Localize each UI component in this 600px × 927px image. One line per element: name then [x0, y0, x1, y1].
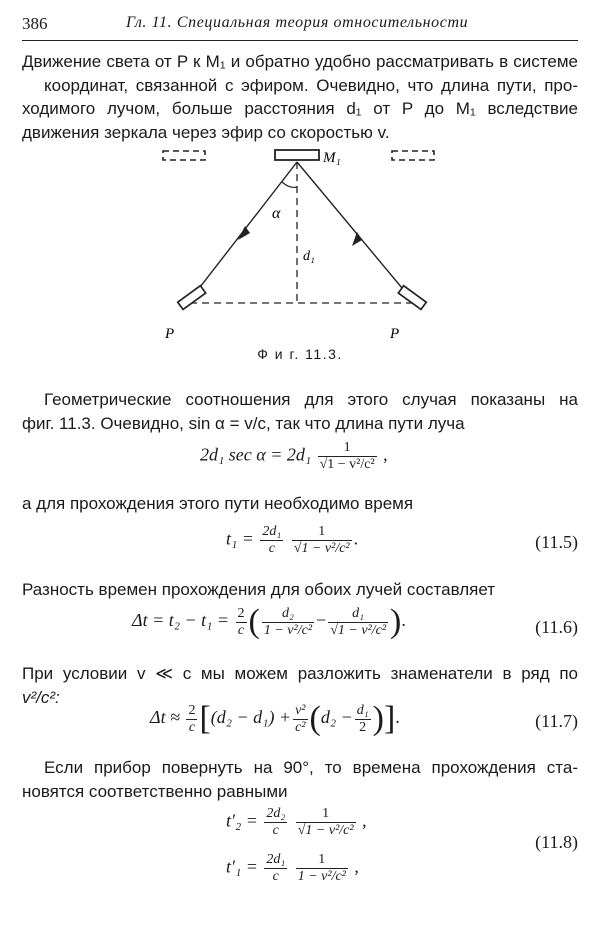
right-paren: ) [372, 700, 384, 737]
eq-tail: , [378, 444, 388, 465]
eq-fraction [293, 703, 307, 736]
arrow-down-icon [352, 232, 362, 246]
eq-fraction [236, 606, 247, 639]
figure-caption: Ф и г. 11.3. [257, 346, 343, 362]
eq-fraction [328, 606, 388, 639]
eq-denominator: c [272, 823, 279, 838]
eq-fraction [264, 852, 287, 885]
eq-denominator: 1 − v²/c² [297, 869, 346, 884]
paragraph-geometry [22, 388, 578, 435]
eq-tail: . [401, 610, 406, 631]
text-line: Геометрические соотношения для этого случая показаны на [44, 390, 578, 409]
eq-tail: . [353, 528, 359, 549]
text-line: ходимого лучом, больше расстояния d₁ от P до M₁ вследствие [22, 99, 578, 118]
eq-fraction [318, 440, 377, 473]
eq-numerator: 1 [292, 524, 352, 541]
eq-tail: , [349, 856, 359, 877]
paragraph-difference [22, 578, 578, 602]
equation-number: (11.5) [535, 532, 578, 552]
eq-fraction [260, 524, 283, 557]
eq-denominator: √1 − v²/c² [330, 622, 387, 638]
eq-numerator: 1 [296, 806, 356, 823]
equation-number: (11.7) [535, 711, 578, 731]
eq-numerator: 2d₂ [266, 806, 286, 821]
equation-number: (11.8) [535, 832, 578, 852]
eq-lhs: t′₁ = [226, 856, 258, 877]
left-bracket: [ [199, 700, 211, 737]
eq-numerator: 2 [188, 702, 196, 718]
equation-11-6 [132, 605, 406, 639]
equation-11-8-row2 [226, 852, 359, 885]
paragraph-rotation [22, 756, 578, 803]
eq-numerator: d₁ [328, 606, 388, 623]
text-line: движения зеркала через эфир со скоростью v. [22, 122, 390, 142]
right-bracket: ] [383, 700, 396, 737]
eq-fraction [292, 524, 352, 557]
splitter-left [178, 286, 206, 310]
text-line: Разность времен прохождения для обоих лучей составляет [22, 580, 496, 599]
eq-minus: − [316, 610, 327, 631]
text-line: Если прибор повернуть на 90°, то времена прохождения ста- [44, 758, 578, 777]
label-alpha: α [272, 205, 281, 222]
eq-fraction [355, 703, 371, 736]
ghost-mirror-left [163, 151, 205, 160]
eq-fraction [264, 806, 287, 839]
eq-numerator: 1 [296, 852, 348, 869]
left-paren: ( [248, 603, 260, 640]
page-number: 386 [22, 14, 48, 33]
eq-denominator: c [237, 622, 245, 638]
angle-arc [282, 182, 297, 187]
eq-denominator: c [272, 869, 279, 884]
mirror-m1 [275, 150, 319, 160]
eq-fraction [186, 703, 197, 736]
eq-lhs: Δt ≈ [150, 707, 180, 728]
label-p-right: P [390, 326, 400, 342]
text-line: новятся соответственно равными [22, 781, 288, 801]
eq-numerator: v² [295, 702, 306, 718]
arrow-up-icon [238, 226, 250, 240]
header-rule [22, 40, 578, 41]
eq-term: (d₂ − d₁) + [210, 707, 292, 728]
eq-denominator: √1 − v²/c² [293, 541, 350, 556]
eq-tail: . [395, 707, 400, 728]
paragraph-intro [22, 50, 578, 144]
right-paren: ) [390, 603, 402, 640]
eq-numerator: 1 [318, 440, 377, 457]
eq-numerator: 2d₁ [266, 852, 286, 867]
eq-fraction [296, 806, 356, 839]
equation-path-length [200, 440, 388, 473]
eq-denominator: c² [295, 719, 306, 735]
eq-fraction [262, 606, 314, 639]
equation-11-5 [226, 524, 358, 557]
text-line: координат, связанной с эфиром. Очевидно, что длина пути, про- [44, 75, 578, 95]
eq-lhs: Δt = t₂ − t₁ = [132, 610, 230, 631]
eq-lhs: t₁ = [226, 528, 254, 549]
eq-numerator: d₁ [356, 702, 369, 718]
eq-numerator: 2d₁ [262, 524, 282, 539]
eq-numerator: 2 [237, 605, 245, 621]
eq-lhs: 2d₁ sec α = 2d₁ [200, 444, 312, 465]
eq-fraction [296, 852, 348, 885]
paragraph-time [22, 492, 578, 516]
label-m1: M₁ [323, 150, 341, 166]
eq-denominator: 1 − v²/c² [263, 622, 313, 638]
label-d1: d₁ [303, 249, 315, 264]
splitter-right [398, 286, 426, 310]
ray-right [297, 162, 412, 300]
figure-11-3 [0, 140, 600, 345]
eq-denominator: c [188, 719, 196, 735]
text-line: v²/c²: [22, 687, 60, 707]
left-paren: ( [309, 700, 321, 737]
eq-denominator: √1 − v²/c² [297, 823, 354, 838]
running-title: Гл. 11. Специальная теория относительности [126, 14, 469, 31]
eq-denominator: c [268, 541, 275, 556]
equation-11-8-row1 [226, 806, 367, 839]
eq-lhs: t′₂ = [226, 810, 258, 831]
eq-denominator: 2 [359, 719, 367, 735]
equation-11-7 [150, 702, 400, 736]
label-p-left: P [165, 326, 175, 342]
eq-denominator: √1 − v²/c² [319, 457, 375, 472]
eq-term: d₂ − [320, 707, 353, 728]
text-line: При условии v ≪ c мы можем разложить знаменатели в ряд по [22, 664, 578, 683]
eq-numerator: d₂ [262, 606, 314, 623]
eq-tail: , [357, 810, 367, 831]
text-line: фиг. 11.3. Очевидно, sin α = v/c, так что длина пути луча [22, 413, 465, 433]
text-line: а для прохождения этого пути необходимо время [22, 494, 414, 513]
text-line: Движение света от P к M₁ и обратно удобно рассматривать в системе [22, 52, 578, 71]
equation-number: (11.6) [535, 617, 578, 637]
ghost-mirror-right [392, 151, 434, 160]
